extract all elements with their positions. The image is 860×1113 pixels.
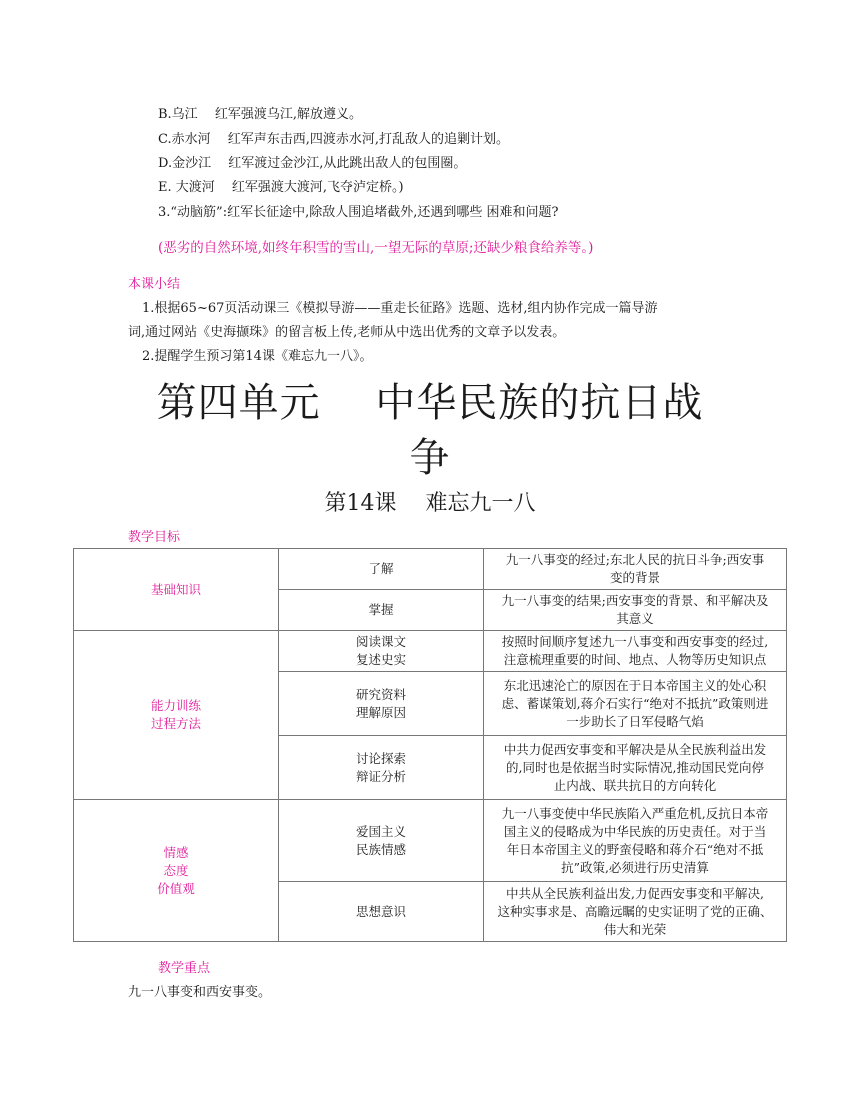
skill-label: 民族情感: [355, 841, 406, 857]
content-line: 国主义的侵略成为中华民族的历史责任。对于当: [503, 823, 767, 839]
skill-label: 了解: [368, 561, 394, 576]
category-label: 过程方法: [150, 716, 201, 731]
content-line: 东北迅速沦亡的原因在于日本帝国主义的处心积: [503, 677, 767, 693]
summary-item-2: 2.提醒学生预习第14课《难忘九一八》。: [142, 349, 373, 364]
question-3: 3.“动脑筋”:红军长征途中,除敌人围追堵截外,还遇到哪些 困难和问题?: [158, 205, 559, 220]
content-line: 年日本帝国主义的野蛮侵略和蒋介石“绝对不抵: [506, 841, 764, 857]
category-label: 态度: [163, 862, 189, 878]
table-row: [74, 800, 787, 882]
content-cell: [484, 590, 787, 631]
teaching-goals-table: [73, 548, 787, 942]
content-line: 虑、蓄谋策划,蒋介石实行“绝对不抵抗”政策则进: [501, 695, 769, 711]
content-line: 中共力促西安事变和平解决是从全民族利益出发: [503, 741, 767, 757]
content-cell: [484, 800, 787, 882]
content-cell: [484, 549, 787, 590]
category-label: 价值观: [157, 880, 195, 896]
summary-item-1-line-1: 1.根据65~67页活动课三《模拟导游——重走长征路》选题、选材,组内协作完成一篇导游: [142, 301, 658, 316]
skill-label: 理解原因: [355, 704, 406, 720]
category-cell: [74, 631, 279, 800]
summary-heading: 本课小结: [128, 277, 181, 292]
skill-cell: [279, 672, 484, 736]
focus-heading: 教学重点: [158, 961, 211, 976]
content-line: 九一八事变的结果;西安事变的背景、和平解决及: [501, 593, 769, 608]
content-cell: [484, 631, 787, 672]
summary-item-1-line-2: 词,通过网站《史海撷珠》的留言板上传,老师从中选出优秀的文章予以发表。: [128, 325, 566, 340]
answer-e: E. 大渡河 红军强渡大渡河,飞夺泸定桥。): [158, 180, 404, 195]
category-label: 能力训练: [150, 698, 201, 713]
focus-text: 九一八事变和西安事变。: [128, 985, 272, 1000]
content-line: 伟大和光荣: [603, 921, 667, 937]
question-3-answer: (恶劣的自然环境,如终年积雪的雪山,一望无际的草原;还缺少粮食给养等。): [158, 240, 594, 256]
category-cell: [74, 549, 279, 631]
content-line: 一步助长了日军侵略气焰: [566, 713, 704, 729]
answer-d: D.金沙江 红军渡过金沙江,从此跳出敌人的包围圈。: [158, 156, 467, 171]
skill-label: 复述史实: [355, 652, 406, 667]
content-line: 九一八事变的经过;东北人民的抗日斗争;西安事: [505, 552, 765, 567]
skill-label: 爱国主义: [355, 823, 406, 839]
content-line: 中共从全民族利益出发,力促西安事变和平解决,: [506, 885, 764, 901]
answer-b: B.乌江 红军强渡乌江,解放遵义。: [158, 107, 362, 122]
content-line: 止内战、联共抗日的方向转化: [553, 777, 717, 793]
content-line: 变的背景: [609, 570, 660, 585]
skill-label: 研究资料: [355, 686, 406, 702]
content-line: 的,同时也是依据当时实际情况,推动国民党向停: [506, 759, 764, 775]
content-cell: [484, 736, 787, 800]
content-line: 抗”政策,必须进行历史清算: [561, 859, 709, 875]
skill-cell: [279, 549, 484, 590]
skill-label: 阅读课文: [355, 634, 406, 649]
content-cell: [484, 882, 787, 942]
goals-heading: 教学目标: [128, 530, 181, 545]
category-cell: [74, 800, 279, 942]
unit-title-line-2: 争: [409, 435, 451, 481]
skill-label: 掌握: [368, 602, 394, 617]
skill-label: 思想意识: [355, 903, 406, 919]
category-label: 基础知识: [150, 581, 201, 597]
table-row: [74, 631, 787, 672]
lesson-title: 第14课 难忘九一八: [324, 491, 536, 516]
category-label: 情感: [163, 844, 189, 860]
content-line: 按照时间顺序复述九一八事变和西安事变的经过,: [501, 634, 769, 649]
skill-label: 讨论探索: [355, 750, 406, 766]
table-row: [74, 549, 787, 590]
content-line: 这种实事求是、高瞻远瞩的史实证明了党的正确、: [497, 903, 773, 919]
content-line: 九一八事变使中华民族陷入严重危机,反抗日本帝: [501, 805, 769, 821]
content-line: 注意梳理重要的时间、地点、人物等历史知识点: [503, 652, 767, 667]
unit-title-line-1: 第四单元 中华民族的抗日战: [156, 380, 704, 426]
content-line: 其意义: [616, 611, 654, 626]
skill-cell: [279, 590, 484, 631]
skill-cell: [279, 736, 484, 800]
skill-cell: [279, 631, 484, 672]
answer-c: C.赤水河 红军声东击西,四渡赤水河,打乱敌人的追剿计划。: [158, 132, 510, 147]
skill-label: 辩证分析: [355, 768, 406, 784]
skill-cell: [279, 800, 484, 882]
skill-cell: [279, 882, 484, 942]
content-cell: [484, 672, 787, 736]
